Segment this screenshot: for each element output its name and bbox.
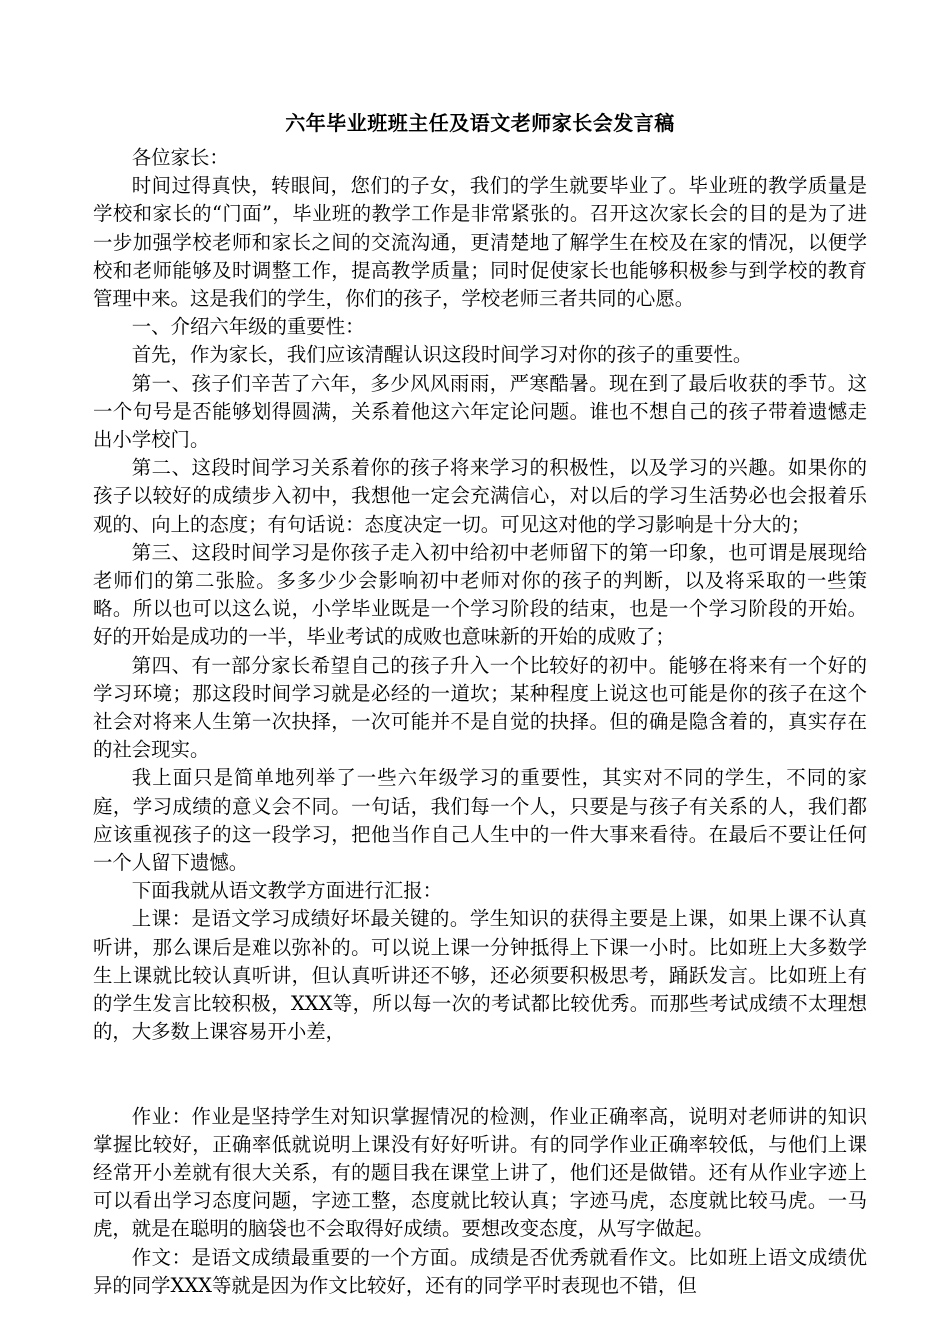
- paragraph: 第三、这段时间学习是你孩子走入初中给初中老师留下的第一印象，也可谓是展现给老师们的第二张脸。多多少少会影响初中老师对你的孩子的判断，以及将采取的一些策略。所以也可以这么说，小学毕业既是一个学习阶段的结束，也是一个学习阶段的开始。好的开始是成功的一半，毕业考试的成败也意味新的开始的成败了；: [93, 540, 867, 649]
- blank-line: [93, 1047, 867, 1103]
- paragraph: 一、介绍六年级的重要性：: [131, 315, 365, 339]
- paragraph: 第一、孩子们辛苦了六年，多少风风雨雨，严寒酷暑。现在到了最后收获的季节。这一个句号是否能够划得圆满，关系着他这六年定论问题。谁也不想自己的孩子带着遗憾走出小学校门。: [93, 371, 867, 452]
- paragraph: 第二、这段时间学习关系着你的孩子将来学习的积极性，以及学习的兴趣。如果你的孩子以较好的成绩步入初中，我想他一定会充满信心，对以后的学习生活势必也会报着乐观的、向上的态度；有句话说：态度决定一切。可见这对他的学习影响是十分大的；: [93, 456, 867, 536]
- paragraph: 作文：是语文成绩最重要的一个方面。成绩是否优秀就看作文。比如班上语文成绩优异的同学XXX等就是因为作文比较好，还有的同学平时表现也不错，但: [93, 1245, 867, 1297]
- document-title: 六年毕业班班主任及语文老师家长会发言稿: [285, 111, 675, 135]
- body-section-2: [93, 1103, 867, 1300]
- greeting: 各位家长：: [131, 146, 229, 169]
- body-section-1: [93, 172, 867, 1046]
- paragraph: 时间过得真快，转眼间，您们的子女，我们的学生就要毕业了。毕业班的教学质量是学校和家长的“门面”，毕业班的教学工作是非常紧张的。召开这次家长会的目的是为了进一步加强学校老师和家长之间的交流沟通，更清楚地了解学生在校及在家的情况，以便学校和老师能够及时调整工作，提高教学质量；同时促使家长也能够积极参与到学校的教育管理中来。这是我们的学生，你们的孩子，学校老师三者共同的心愿。: [93, 174, 867, 311]
- paragraph: 下面我就从语文教学方面进行汇报：: [131, 879, 443, 903]
- paragraph: 第四、有一部分家长希望自己的孩子升入一个比较好的初中。能够在将来有一个好的学习环境；那这段时间学习就是必经的一道坎；某种程度上说这也可能是你的孩子在这个社会对将来人生第一次抉择，一次可能并不是自觉的抉择。但的确是隐含着的，真实存在的社会现实。: [93, 653, 867, 762]
- paragraph: 作业：作业是坚持学生对知识掌握情况的检测，作业正确率高，说明对老师讲的知识掌握比较好，正确率低就说明上课没有好好听讲。有的同学作业正确率较低，与他们上课经常开小差就有很大关系，有的题目我在课堂上讲了，他们还是做错。还有从作业字迹上可以看出学习态度问题，字迹工整，态度就比较认真；字迹马虎，态度就比较马虎。一马虎，就是在聪明的脑袋也不会取得好成绩。要想改变态度，从写字做起。: [93, 1104, 867, 1241]
- paragraph: 我上面只是简单地列举了一些六年级学习的重要性，其实对不同的学生，不同的家庭，学习成绩的意义会不同。一句话，我们每一个人，只要是与孩子有关系的人，我们都应该重视孩子的这一段学习，把他当作自己人生中的一件大事来看待。在最后不要让任何一个人留下遗憾。: [93, 766, 867, 875]
- document-page: [93, 108, 867, 1300]
- paragraph: 首先，作为家长，我们应该清醒认识这段时间学习对你的孩子的重要性。: [131, 343, 753, 367]
- paragraph: 上课：是语文学习成绩好坏最关键的。学生知识的获得主要是上课，如果上课不认真听讲，那么课后是难以弥补的。可以说上课一分钟抵得上下课一小时。比如班上大多数学生上课就比较认真听讲，但认真听讲还不够，还必须要积极思考，踊跃发言。比如班上有的学生发言比较积极，XXX等，所以每一次的考试都比较优秀。而那些考试成绩不太理想的，大多数上课容易开小差，: [93, 907, 867, 1044]
